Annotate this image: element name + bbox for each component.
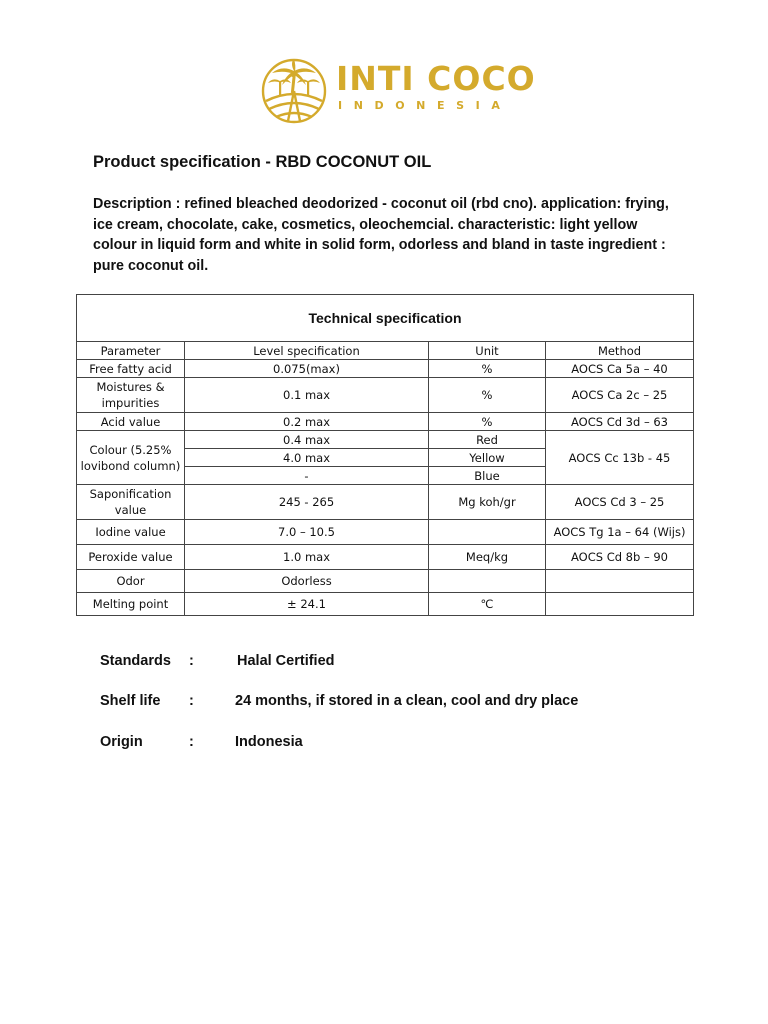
cell-level: 0.4 max: [185, 431, 429, 449]
cell-method: AOCS Cd 3 – 25: [546, 485, 694, 520]
table-header-row: [77, 342, 694, 360]
cell-param: Odor: [77, 570, 185, 593]
header-parameter: Parameter: [77, 342, 185, 360]
cell-level: 0.1 max: [185, 378, 429, 413]
cell-param: Acid value: [77, 413, 185, 431]
table-row: [77, 413, 694, 431]
standards-colon: :: [189, 653, 194, 669]
technical-spec-table: [76, 294, 694, 616]
cell-level: 4.0 max: [185, 449, 429, 467]
cell-level: 0.075(max): [185, 360, 429, 378]
header-level: Level specification: [185, 342, 429, 360]
cell-unit: ℃: [429, 593, 546, 616]
cell-method: AOCS Tg 1a – 64 (Wijs): [546, 520, 694, 545]
cell-method: AOCS Ca 5a – 40: [546, 360, 694, 378]
table-row: [77, 485, 694, 520]
standards-label: Standards: [100, 653, 171, 669]
header-unit: Unit: [429, 342, 546, 360]
cell-level: Odorless: [185, 570, 429, 593]
coconut-farm-emblem-icon: [260, 57, 328, 125]
origin-value: Indonesia: [235, 734, 303, 750]
brand-name: INTI COCO: [336, 59, 536, 98]
cell-unit: %: [429, 413, 546, 431]
table-row: [77, 593, 694, 616]
table-row: [77, 360, 694, 378]
table-row: [77, 545, 694, 570]
cell-level: 7.0 – 10.5: [185, 520, 429, 545]
cell-method: [546, 593, 694, 616]
cell-unit: [429, 570, 546, 593]
title-prefix: Product specification -: [93, 153, 276, 171]
table-row: [77, 520, 694, 545]
title-product: RBD COCONUT OIL: [275, 153, 432, 171]
brand-subtitle: INDONESIA: [338, 99, 512, 112]
cell-param: Iodine value: [77, 520, 185, 545]
cell-unit: [429, 520, 546, 545]
shelf-life-colon: :: [189, 693, 194, 709]
shelf-life-label: Shelf life: [100, 693, 161, 709]
cell-param: Peroxide value: [77, 545, 185, 570]
cell-unit: Yellow: [429, 449, 546, 467]
cell-unit: Meq/kg: [429, 545, 546, 570]
cell-param: Melting point: [77, 593, 185, 616]
table-row: [77, 431, 694, 449]
origin-colon: :: [189, 734, 194, 750]
cell-method: AOCS Ca 2c – 25: [546, 378, 694, 413]
cell-unit: Red: [429, 431, 546, 449]
cell-unit: Blue: [429, 467, 546, 485]
cell-param: Moistures & impurities: [77, 378, 185, 413]
standards-value: Halal Certified: [237, 653, 335, 669]
cell-method: AOCS Cc 13b - 45: [546, 431, 694, 485]
cell-method: [546, 570, 694, 593]
cell-level: 1.0 max: [185, 545, 429, 570]
cell-param: Free fatty acid: [77, 360, 185, 378]
cell-level: ± 24.1: [185, 593, 429, 616]
cell-method: AOCS Cd 8b – 90: [546, 545, 694, 570]
page-title: [93, 151, 431, 173]
cell-unit: %: [429, 378, 546, 413]
table-row: [77, 570, 694, 593]
table-caption-row: [77, 295, 694, 342]
cell-param: Saponification value: [77, 485, 185, 520]
cell-level: 0.2 max: [185, 413, 429, 431]
cell-unit: %: [429, 360, 546, 378]
table-caption: Technical specification: [77, 295, 694, 342]
origin-label: Origin: [100, 734, 143, 750]
header-method: Method: [546, 342, 694, 360]
cell-level: -: [185, 467, 429, 485]
shelf-life-value: 24 months, if stored in a clean, cool and dry place: [235, 693, 579, 709]
cell-level: 245 - 265: [185, 485, 429, 520]
cell-param: Colour (5.25% lovibond column): [77, 431, 185, 485]
table-row: [77, 378, 694, 413]
product-description: Description : refined bleached deodorized - coconut oil (rbd cno). application: frying, ice cream, chocolate, cake, cosmetics, oleochemcial. characteristic: light yellow colour in liquid form and white in solid form, odorless and bland in taste ingredient : pure coconut oil.: [93, 196, 669, 274]
brand-logo: [260, 55, 536, 125]
cell-method: AOCS Cd 3d – 63: [546, 413, 694, 431]
cell-unit: Mg koh/gr: [429, 485, 546, 520]
